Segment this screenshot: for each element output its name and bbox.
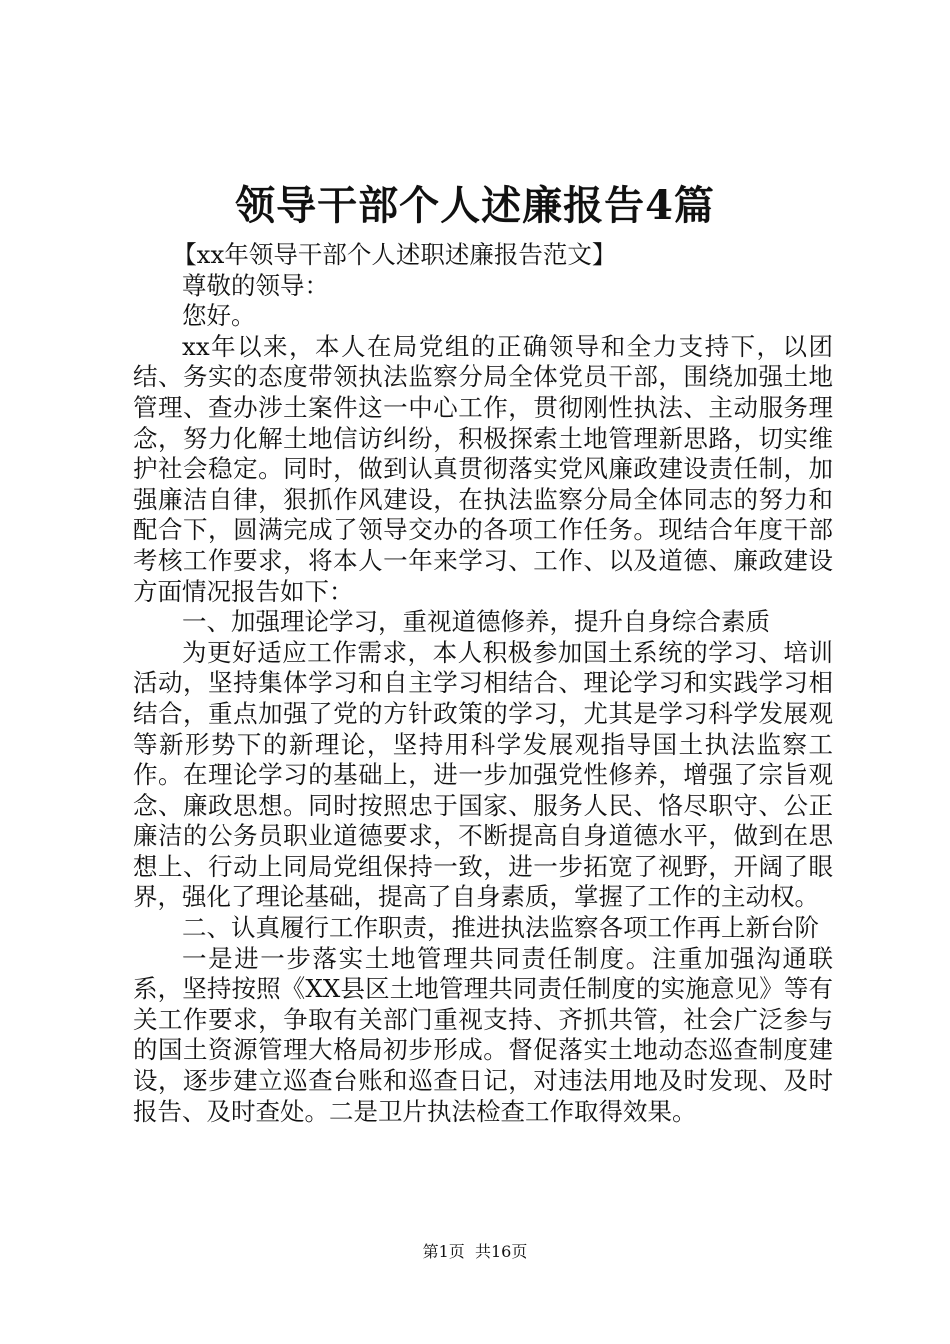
page-number: 第1页 <box>422 1242 465 1261</box>
paragraph-greeting: 您好。 <box>182 301 256 331</box>
document-body <box>133 240 833 1127</box>
paragraph-subtitle: 【xx年领导干部个人述职述廉报告范文】 <box>172 240 617 269</box>
page-total: 共16页 <box>474 1242 528 1261</box>
section-heading-1: 一、加强理论学习，重视道德修养，提升自身综合素质 <box>182 607 770 637</box>
paragraph-salutation: 尊敬的领导： <box>182 270 329 300</box>
paragraph-intro: xx年以来，本人在局党组的正确领导和全力支持下，以团结、务实的态度带领执法监察分局全体党员干部，围绕加强土地管理、查办涉土案件这一中心工作，贯彻刚性执法、主动服务理念，努力化解土地信访纠纷，积极探索土地管理新思路，切实维护社会稳定。同时，做到认真贯彻落实党风廉政建设责任制，加强廉洁自律，狠抓作风建设，在执法监察分局全体同志的努力和配合下，圆满完成了领导交办的各项工作任务。现结合年度干部考核工作要求，将本人一年来学习、工作、以及道德、廉政建设方面情况报告如下： <box>133 331 833 606</box>
page-footer <box>0 1240 950 1264</box>
document-title: 领导干部个人述廉报告4篇 <box>235 182 715 229</box>
section-heading-2: 二、认真履行工作职责，推进执法监察各项工作再上新台阶 <box>182 913 819 943</box>
paragraph-section-1: 为更好适应工作需求，本人积极参加国土系统的学习、培训活动，坚持集体学习和自主学习相结合、理论学习和实践学习相结合，重点加强了党的方针政策的学习，尤其是学习科学发展观等新形势下的新理论，坚持用科学发展观指导国土执法监察工作。在理论学习的基础上，进一步加强党性修养，增强了宗旨观念、廉政思想。同时按照忠于国家、服务人民、恪尽职守、公正廉洁的公务员职业道德要求，不断提高自身道德水平，做到在思想上、行动上同局党组保持一致，进一步拓宽了视野，开阔了眼界，强化了理论基础，提高了自身素质，掌握了工作的主动权。 <box>133 637 833 912</box>
paragraph-section-2: 一是进一步落实土地管理共同责任制度。注重加强沟通联系，坚持按照《XX县区土地管理共同责任制度的实施意见》等有关工作要求，争取有关部门重视支持、齐抓共管，社会广泛参与的国土资源管理大格局初步形成。督促落实土地动态巡查制度建设，逐步建立巡查台账和巡查日记，对违法用地及时发现、及时报告、及时查处。二是卫片执法检查工作取得效果。 <box>133 943 833 1126</box>
